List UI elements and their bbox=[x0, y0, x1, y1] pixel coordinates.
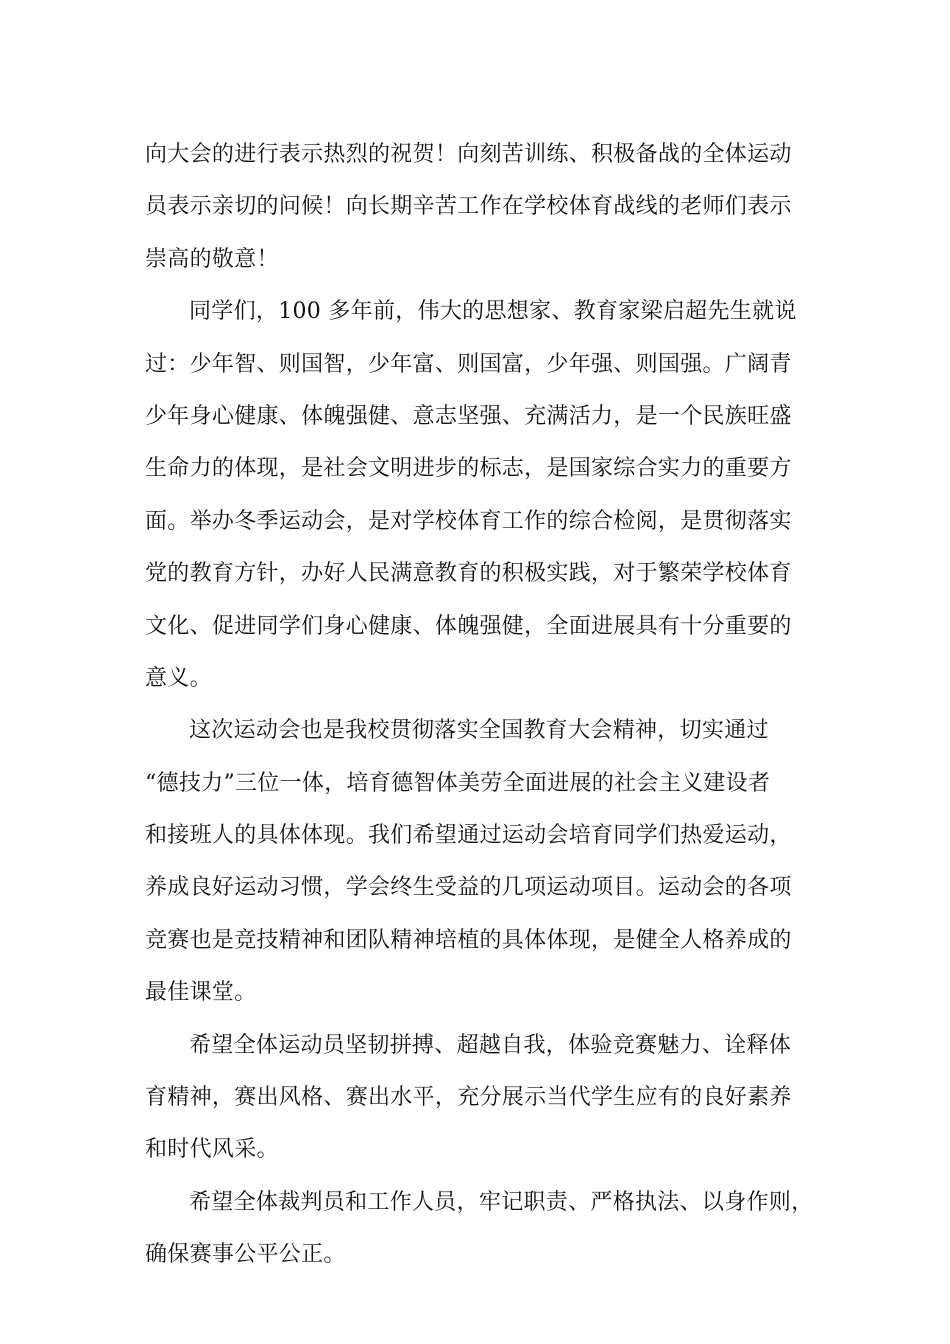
text-line: 崇高的敬意！ bbox=[145, 246, 279, 272]
body-text bbox=[145, 129, 815, 1282]
paragraph-start-line: 这次运动会也是我校贯彻落实全国教育大会精神，切实通过 bbox=[189, 718, 769, 744]
text-line: 竞赛也是竞技精神和团队精神培植的具体体现，是健全人格养成的 bbox=[145, 927, 792, 953]
paragraph-start-line: 同学们，100 多年前，伟大的思想家、教育家梁启超先生就说 bbox=[189, 299, 797, 325]
text-line: 确保赛事公平公正。 bbox=[145, 1242, 346, 1268]
text-line: 面。举办冬季运动会，是对学校体育工作的综合检阅，是贯彻落实 bbox=[145, 508, 792, 534]
text-line: 养成良好运动习惯，学会终生受益的几项运动项目。运动会的各项 bbox=[145, 875, 792, 901]
text-line: 文化、促进同学们身心健康、体魄强健，全面进展具有十分重要的 bbox=[145, 613, 792, 639]
paragraph-start-line: 希望全体裁判员和工作人员，牢记职责、严格执法、以身作则， bbox=[189, 1189, 814, 1215]
text-line: 最佳课堂。 bbox=[145, 980, 257, 1006]
text-line: 和时代风采。 bbox=[145, 1137, 279, 1163]
text-line: 意义。 bbox=[145, 665, 212, 691]
text-line: 和接班人的具体体现。我们希望通过运动会培育同学们热爱运动， bbox=[145, 823, 792, 849]
text-line: 党的教育方针，办好人民满意教育的积极实践，对于繁荣学校体育 bbox=[145, 561, 792, 587]
text-line: 向大会的进行表示热烈的祝贺！向刻苦训练、积极备战的全体运动 bbox=[145, 142, 792, 167]
text-line: 育精神，赛出风格、赛出水平，充分展示当代学生应有的良好素养 bbox=[145, 1085, 792, 1111]
text-line: 少年身心健康、体魄强健、意志坚强、充满活力，是一个民族旺盛 bbox=[145, 403, 792, 429]
paragraph-start-line: 希望全体运动员坚韧拼搏、超越自我，体验竞赛魅力、诠释体 bbox=[189, 1032, 792, 1058]
text-line: “德技力”三位一体，培育德智体美劳全面进展的社会主义建设者 bbox=[145, 770, 771, 796]
text-line: 员表示亲切的问候！向长期辛苦工作在学校体育战线的老师们表示 bbox=[145, 194, 792, 220]
text-line: 过：少年智、则国智，少年富、则国富，少年强、则国强。广阔青 bbox=[145, 351, 792, 377]
text-line: 生命力的体现，是社会文明进步的标志，是国家综合实力的重要方 bbox=[145, 456, 792, 482]
